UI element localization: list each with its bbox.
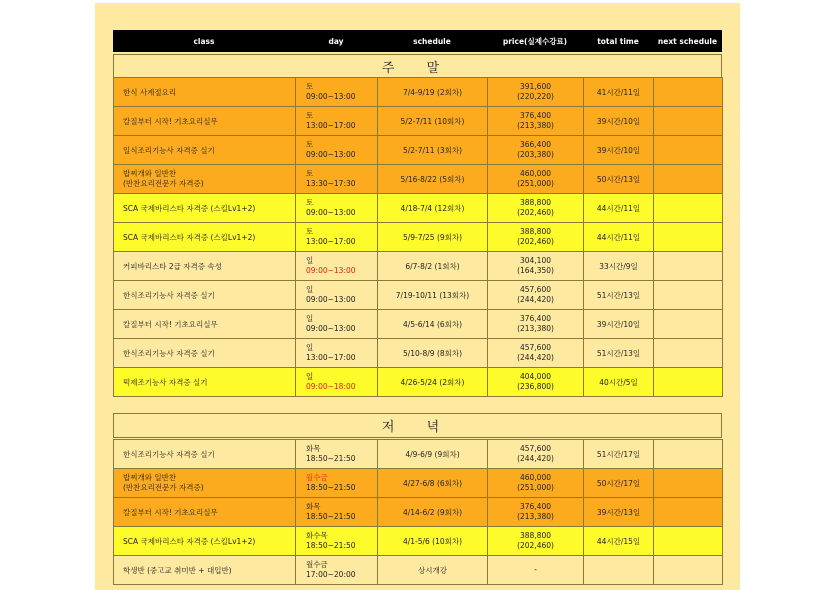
class-subtitle: (반찬요리전문가 자격증) [123,179,204,188]
price-regular: 457,600 [519,343,551,352]
weekend-class-table [113,77,723,397]
day-cell [296,368,378,397]
price-regular: 376,400 [519,111,551,120]
table-row [114,310,723,339]
day-time: 09:00~13:00 [306,295,356,304]
day-cell [296,223,378,252]
price-cell [488,165,584,194]
table-row [114,281,723,310]
next-schedule-cell [654,281,723,310]
price-actual: (244,420) [517,353,554,362]
price-regular: 391,600 [519,82,551,91]
day-name: 토 [306,169,314,178]
price-regular: 388,800 [519,227,551,236]
day-cell [296,107,378,136]
price-actual: (164,350) [517,266,554,275]
next-schedule-cell [654,194,723,223]
day-time: 13:00~17:00 [306,237,356,246]
day-time: 18:50~21:50 [306,483,356,492]
total-time-cell: 50시간/13일 [584,165,654,194]
day-name: 화목 [306,502,321,511]
next-schedule-cell [654,556,723,585]
day-cell [296,556,378,585]
class-name: 한식조리기능사 자격증 실기 [123,348,215,358]
schedule-cell: 5/9-7/25 (9회차) [378,223,488,252]
total-time-cell: 39시간/13일 [584,498,654,527]
day-time: 13:30~17:30 [306,179,356,188]
schedule-cell: 상시개강 [378,556,488,585]
day-cell [296,440,378,469]
price-actual: (213,380) [517,324,554,333]
day-name: 토 [306,111,314,120]
price-actual: (236,800) [517,382,554,391]
day-name: 토 [306,140,314,149]
schedule-cell: 5/10-8/9 (8회차) [378,339,488,368]
table-row [114,368,723,397]
evening-class-table [113,439,723,585]
class-name-cell [114,339,296,368]
price-cell [488,78,584,107]
col-header-schedule: schedule [377,30,487,52]
price-regular: 304,100 [519,256,551,265]
class-name-cell [114,194,296,223]
class-name: 커피바리스타 2급 자격증 속성 [123,261,222,271]
price-regular: 457,600 [519,444,551,453]
price-regular: 376,400 [519,502,551,511]
day-cell [296,281,378,310]
class-name: SCA 국제바리스타 자격증 (스킬Lv1+2) [123,232,256,242]
day-name: 일 [306,343,314,352]
day-name: 토 [306,82,314,91]
class-name-cell [114,368,296,397]
price-cell [488,556,584,585]
price-regular: 388,800 [519,198,551,207]
next-schedule-cell [654,310,723,339]
price-actual: (251,000) [517,179,554,188]
price-regular: 404,000 [519,372,551,381]
class-name: 학생반 (중고교 취미반 + 대입반) [123,565,232,575]
col-header-price: price(실제수강료) [487,30,583,52]
day-name: 화수목 [306,531,328,540]
class-name: 한식조리기능사 자격증 실기 [123,449,215,459]
col-header-next-schedule: next schedule [653,30,722,52]
next-schedule-cell [654,78,723,107]
table-row [114,556,723,585]
day-name: 화목 [306,444,321,453]
next-schedule-cell [654,469,723,498]
day-cell [296,165,378,194]
price-actual: (203,380) [517,150,554,159]
day-time: 09:00~13:00 [306,150,356,159]
day-cell [296,252,378,281]
day-time: 18:50~21:50 [306,541,356,550]
class-name-cell [114,165,296,194]
class-name-cell [114,136,296,165]
price-cell [488,310,584,339]
schedule-cell: 5/2-7/11 (3회차) [378,136,488,165]
section-title-evening: 저 녁 [114,414,722,438]
day-time: 09:00~13:00 [306,266,356,275]
price-cell [488,469,584,498]
schedule-cell: 6/7-8/2 (1회차) [378,252,488,281]
day-time: 13:00~17:00 [306,121,356,130]
total-time-cell: 39시간/10일 [584,107,654,136]
price-cell [488,252,584,281]
day-cell [296,469,378,498]
next-schedule-cell [654,498,723,527]
next-schedule-cell [654,165,723,194]
table-row [114,252,723,281]
price-regular: 460,000 [519,169,551,178]
section-title-weekend: 주 말 [114,55,722,79]
day-name: 일 [306,256,314,265]
day-name: 일 [306,285,314,294]
next-schedule-cell [654,136,723,165]
price-regular: 376,400 [519,314,551,323]
class-name-cell [114,440,296,469]
day-name: 월수금 [306,473,328,482]
table-row [114,78,723,107]
class-name: 칼질부터 시작! 기초요리실무 [123,319,218,329]
schedule-cell: 4/9-6/9 (9회차) [378,440,488,469]
total-time-cell [584,556,654,585]
price-actual: (202,460) [517,208,554,217]
price-actual: (213,380) [517,121,554,130]
price-cell [488,107,584,136]
schedule-cell: 4/26-5/24 (2회차) [378,368,488,397]
day-cell [296,339,378,368]
day-time: 09:00~13:00 [306,324,356,333]
price-cell [488,339,584,368]
next-schedule-cell [654,527,723,556]
day-name: 월수금 [306,560,328,569]
class-name: 한식 사계절요리 [123,87,177,97]
price-regular: 457,600 [519,285,551,294]
class-name: 칼질부터 시작! 기초요리실무 [123,507,218,517]
schedule-cell: 4/1-5/6 (10회차) [378,527,488,556]
price-regular: 366,400 [519,140,551,149]
table-row [114,469,723,498]
price-actual: (220,220) [517,92,554,101]
day-cell [296,498,378,527]
price-cell [488,281,584,310]
col-header-day: day [295,30,377,52]
total-time-cell: 50시간/17일 [584,469,654,498]
price-cell [488,194,584,223]
total-time-cell: 39시간/10일 [584,136,654,165]
class-name: 밥찌개와 일반찬 [123,169,177,178]
table-row [114,194,723,223]
price-regular: - [534,565,537,574]
day-time: 18:50~21:50 [306,454,356,463]
price-actual: (202,460) [517,237,554,246]
day-cell [296,78,378,107]
class-name-cell [114,556,296,585]
total-time-cell: 44시간/15일 [584,527,654,556]
price-actual: (251,000) [517,483,554,492]
table-row [114,223,723,252]
price-cell [488,368,584,397]
day-name: 일 [306,314,314,323]
table-row [114,107,723,136]
price-actual: (244,420) [517,454,554,463]
day-time: 09:00~18:00 [306,382,356,391]
total-time-cell: 33시간/9일 [584,252,654,281]
table-row [114,339,723,368]
day-time: 18:50~21:50 [306,512,356,521]
schedule-cell: 5/16-8/22 (5회차) [378,165,488,194]
price-cell [488,223,584,252]
schedule-cell: 7/4-9/19 (2회차) [378,78,488,107]
price-cell [488,136,584,165]
class-name: 일식조리기능사 자격증 실기 [123,145,215,155]
schedule-cell: 7/19-10/11 (13회차) [378,281,488,310]
class-subtitle: (반찬요리전문가 자격증) [123,483,204,492]
price-cell [488,498,584,527]
next-schedule-cell [654,368,723,397]
total-time-cell: 41시간/11일 [584,78,654,107]
header-row [113,30,722,52]
day-time: 13:00~17:00 [306,353,356,362]
price-regular: 460,000 [519,473,551,482]
total-time-cell: 44시간/11일 [584,194,654,223]
day-name: 토 [306,198,314,207]
schedule-cell: 4/27-6/8 (6회차) [378,469,488,498]
day-cell [296,310,378,339]
next-schedule-cell [654,223,723,252]
next-schedule-cell [654,252,723,281]
day-name: 토 [306,227,314,236]
price-actual: (213,380) [517,512,554,521]
class-name-cell [114,498,296,527]
class-name-cell [114,281,296,310]
col-header-total-time: total time [583,30,653,52]
class-name-cell [114,107,296,136]
section-evening-title-bar [113,413,722,438]
schedule-cell: 4/18-7/4 (12회차) [378,194,488,223]
class-name: 칼질부터 시작! 기초요리실무 [123,116,218,126]
price-actual: (202,460) [517,541,554,550]
total-time-cell: 51시간/13일 [584,281,654,310]
class-name: 밥찌개와 일반찬 [123,473,177,482]
day-cell [296,194,378,223]
total-time-cell: 40시간/5일 [584,368,654,397]
schedule-cell: 4/5-6/14 (6회차) [378,310,488,339]
next-schedule-cell [654,107,723,136]
next-schedule-cell [654,339,723,368]
table-row [114,165,723,194]
total-time-cell: 44시간/11일 [584,223,654,252]
class-name-cell [114,310,296,339]
section-weekend-title-bar [113,54,722,79]
class-name: 떡제조기능사 자격증 실기 [123,377,208,387]
schedule-cell: 5/2-7/11 (10회차) [378,107,488,136]
total-time-cell: 39시간/10일 [584,310,654,339]
class-name: 한식조리기능사 자격증 실기 [123,290,215,300]
total-time-cell: 51시간/17일 [584,440,654,469]
day-time: 17:00~20:00 [306,570,356,579]
day-time: 09:00~13:00 [306,208,356,217]
price-cell [488,527,584,556]
table-row [114,498,723,527]
class-name-cell [114,223,296,252]
class-name-cell [114,469,296,498]
next-schedule-cell [654,440,723,469]
day-cell [296,527,378,556]
class-name-cell [114,78,296,107]
day-cell [296,136,378,165]
table-row [114,527,723,556]
table-row [114,136,723,165]
class-name: SCA 국제바리스타 자격증 (스킬Lv1+2) [123,203,256,213]
class-name-cell [114,252,296,281]
class-name-cell [114,527,296,556]
price-actual: (244,420) [517,295,554,304]
schedule-cell: 4/14-6/2 (9회차) [378,498,488,527]
price-regular: 388,800 [519,531,551,540]
col-header-class: class [113,30,295,52]
price-cell [488,440,584,469]
day-time: 09:00~13:00 [306,92,356,101]
total-time-cell: 51시간/13일 [584,339,654,368]
day-name: 일 [306,372,314,381]
class-name: SCA 국제바리스타 자격증 (스킬Lv1+2) [123,536,256,546]
table-row [114,440,723,469]
